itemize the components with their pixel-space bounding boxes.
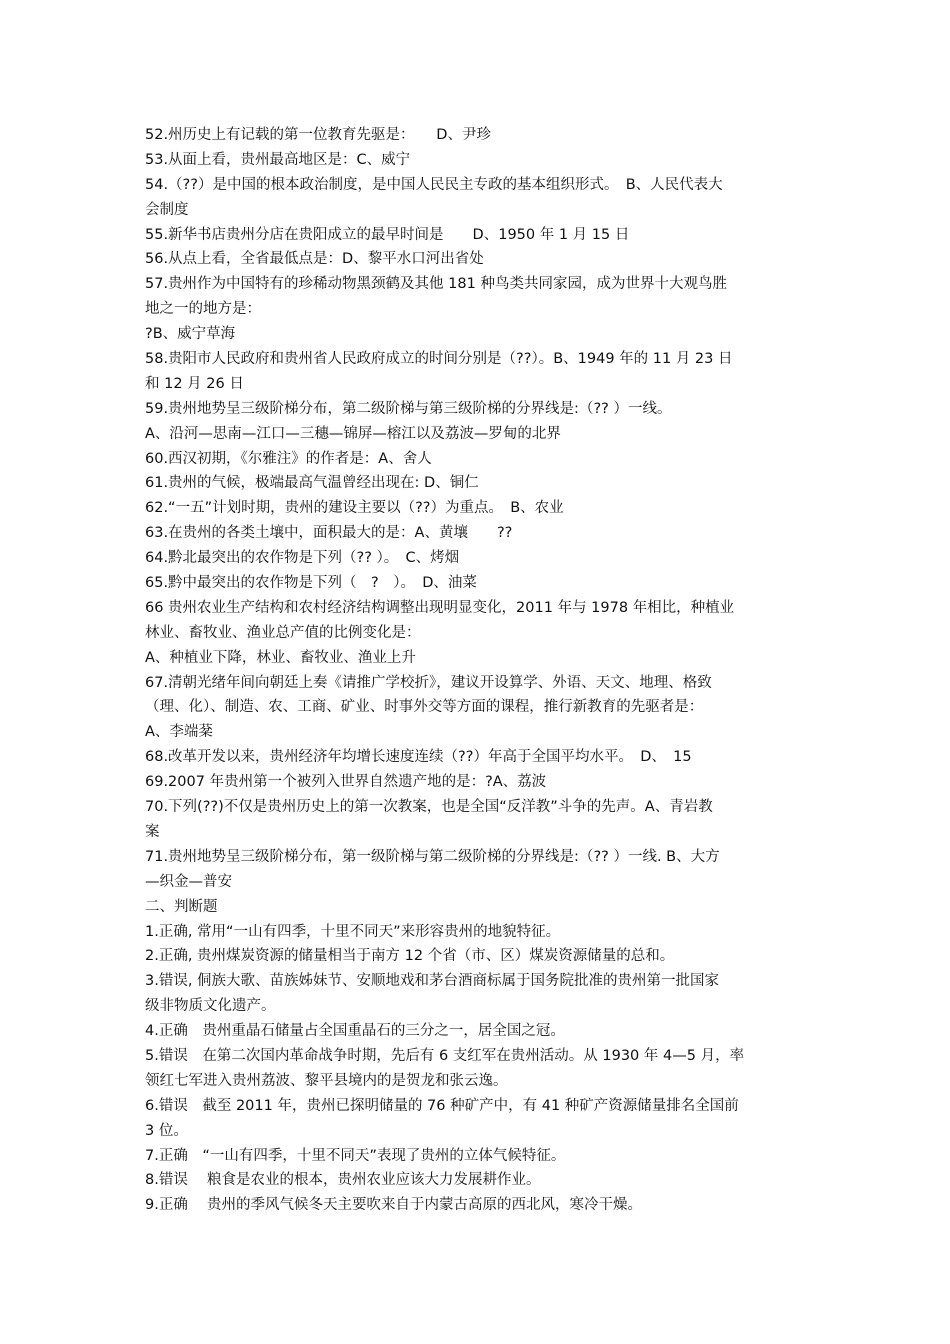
text-line: 领红七军进入贵州荔波、黎平县境内的是贺龙和张云逸。 [145, 1072, 508, 1089]
text-line: 53.从面上看，贵州最高地区是：C、威宁 [145, 151, 411, 168]
text-line: 级非物质文化遗产。 [145, 998, 276, 1015]
text-line: 会制度 [145, 201, 189, 218]
text-line: 55.新华书店贵州分店在贵阳成立的最早时间是 D、1950 年 1 月 15 日 [145, 226, 630, 243]
text-line: 64.黔北最突出的农作物是下列（?? ）。 C、烤烟 [145, 550, 460, 567]
text-line: 林业、畜牧业、渔业总产值的比例变化是： [145, 624, 421, 641]
text-line: 71.贵州地势呈三级阶梯分布，第一级阶梯与第二级阶梯的分界线是:（?? ）一线. B、大方 [145, 848, 720, 865]
text-line: 63.在贵州的各类土壤中，面积最大的是：A、黄壤 ?? [145, 525, 513, 542]
text-line: 3.错误, 侗族大歌、苗族姊妹节、安顺地戏和茅台酒商标属于国务院批准的贵州第一批国家 [145, 973, 720, 990]
text-line: 9.正确 贵州的季风气候冬天主要吹来自于内蒙古高原的西北风，寒冷干燥。 [145, 1197, 642, 1214]
text-line: （理、化）、制造、农、工商、矿业、时事外交等方面的课程，推行新教育的先驱者是： [145, 699, 704, 716]
document-page [145, 123, 810, 1218]
text-line: A、沿河—思南—江口—三穗—锦屏—榕江以及荔波—罗甸的北界 [145, 425, 561, 442]
text-line: —织金—普安 [145, 873, 232, 890]
text-line: 7.正确 “一山有四季，十里不同天”表现了贵州的立体气候特征。 [145, 1147, 566, 1164]
text-line: 65.黔中最突出的农作物是下列（ ? ）。 D、油菜 [145, 575, 477, 592]
text-line: 5.错误 在第二次国内革命战争时期，先后有 6 支红军在贵州活动。从 1930 年 4—5 月，率 [145, 1047, 745, 1064]
text-line: A、种植业下降，林业、畜牧业、渔业上升 [145, 649, 416, 666]
text-line: 2.正确, 贵州煤炭资源的储量相当于南方 12 个省（市、区）煤炭资源储量的总和。 [145, 948, 675, 965]
text-line: 3 位。 [145, 1122, 188, 1139]
section-heading: 二、判断题 [145, 898, 218, 915]
text-line: 案 [145, 823, 160, 840]
text-line: ?B、威宁草海 [145, 326, 236, 343]
text-line: 57.贵州作为中国特有的珍稀动物黑颈鹤及其他 181 种鸟类共同家园，成为世界十大观鸟胜 [145, 276, 727, 293]
text-line: 70.下列(??)不仅是贵州历史上的第一次教案，也是全国“反洋教”斗争的先声。A、青岩教 [145, 799, 713, 816]
text-line: 62.“一五”计划时期，贵州的建设主要以（??）为重点。 B、农业 [145, 500, 564, 517]
text-line: A、李端棻 [145, 724, 213, 741]
text-line: 58.贵阳市人民政府和贵州省人民政府成立的时间分别是（??）。B、1949 年的 11 月 23 日 [145, 351, 733, 368]
text-line: 69.2007 年贵州第一个被列入世界自然遗产地的是：?A、荔波 [145, 774, 547, 791]
text-line: 59.贵州地势呈三级阶梯分布，第二级阶梯与第三级阶梯的分界线是:（?? ）一线。 [145, 400, 672, 417]
text-line: 地之一的地方是： [145, 301, 261, 318]
text-line: 和 12 月 26 日 [145, 375, 244, 392]
text-line: 66 贵州农业生产结构和农村经济结构调整出现明显变化，2011 年与 1978 年相比，种植业 [145, 599, 735, 616]
text-line: 68.改革开发以来，贵州经济年均增长速度连续（??）年高于全国平均水平。 D、 15 [145, 749, 692, 766]
text-line: 8.错误 粮食是农业的根本，贵州农业应该大力发展耕作业。 [145, 1172, 541, 1189]
text-line: 56.从点上看，全省最低点是：D、黎平水口河出省处 [145, 251, 484, 268]
text-line: 67.清朝光绪年间向朝廷上奏《请推广学校折》，建议开设算学、外语、天文、地理、格致 [145, 674, 712, 691]
text-line: 54.（??）是中国的根本政治制度，是中国人民民主专政的基本组织形式。 B、人民代表大 [145, 176, 723, 193]
text-line: 1.正确, 常用“一山有四季，十里不同天”来形容贵州的地貌特征。 [145, 923, 561, 940]
text-line: 6.错误 截至 2011 年，贵州已探明储量的 76 种矿产中，有 41 种矿产资源储量排名全国前 [145, 1097, 739, 1114]
text-line: 60.西汉初期，《尔雅注》的作者是：A、舍人 [145, 450, 432, 467]
text-line: 61.贵州的气候，极端最高气温曾经出现在: D、铜仁 [145, 475, 479, 492]
text-line: 4.正确 贵州重晶石储量占全国重晶石的三分之一，居全国之冠。 [145, 1023, 565, 1040]
text-line: 52.州历史上有记载的第一位教育先驱是： D、尹珍 [145, 127, 491, 143]
